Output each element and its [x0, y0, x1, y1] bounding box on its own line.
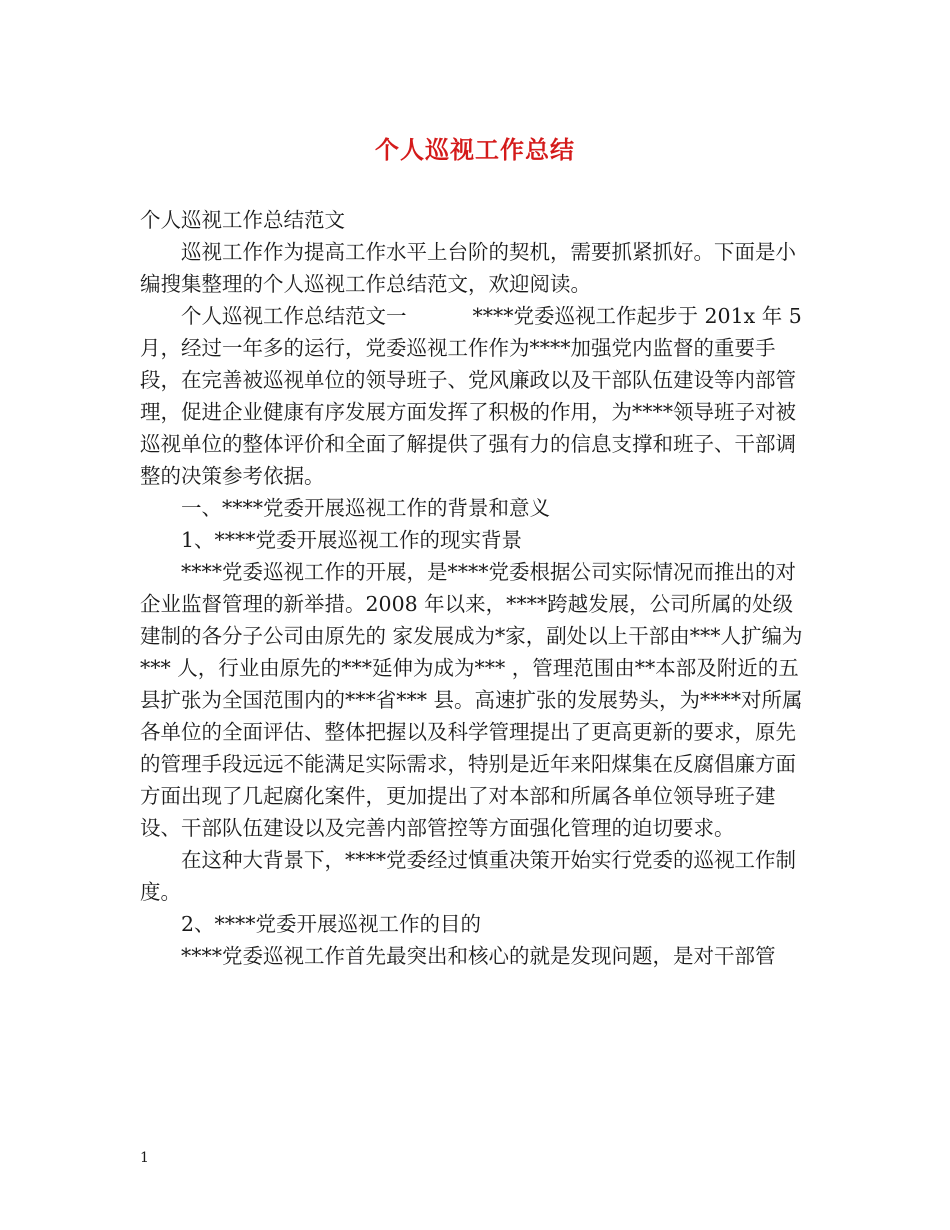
purpose-paragraph: ****党委巡视工作首先最突出和核心的就是发现问题，是对干部管	[181, 944, 776, 968]
sample-heading: 个人巡视工作总结范文一	[181, 304, 407, 328]
document-title: 个人巡视工作总结	[375, 135, 575, 164]
section-heading-1: 一、****党委开展巡视工作的背景和意义	[181, 496, 550, 520]
decision-paragraph: 在这种大背景下，****党委经过慎重决策开始实行党委的巡视工作制度。	[140, 848, 796, 904]
subsection-heading-1-2: 2、****党委开展巡视工作的目的	[181, 912, 482, 936]
subsection-heading-1-1: 1、****党委开展巡视工作的现实背景	[181, 528, 523, 552]
document-subtitle: 个人巡视工作总结范文	[140, 208, 345, 232]
background-paragraph: ****党委巡视工作的开展，是****党委根据公司实际情况而推出的对企业监督管理的新举措。2008 年以来，****跨越发展，公司所属的处级建制的各分子公司由原先的 家发展成为*家，副处以上干部由***人扩编为*** 人，行业由原先的***延伸为成为*** ，管理范围由**本部及附近的五县扩张为全国范围内的***省*** 县。高速扩张的发展势头，为****对所属各单位的全面评估、整体把握以及科学管理提出了更高更新的要求，原先的管理手段远远不能满足实际需求，特别是近年来阳煤集在反腐倡廉方面方面出现了几起腐化案件，更加提出了对本部和所属各单位领导班子建设、干部队伍建设以及完善内部管控等方面强化管理的迫切要求。	[140, 560, 803, 840]
intro-paragraph: 巡视工作作为提高工作水平上台阶的契机，需要抓紧抓好。下面是小编搜集整理的个人巡视工作总结范文，欢迎阅读。	[140, 240, 796, 296]
document-body	[140, 204, 812, 972]
sample-paragraph	[140, 300, 812, 492]
sample-opening: ****党委巡视工作起步于 201x 年 5 月，经过一年多的运行，党委巡视工作作为****加强党内监督的重要手段，在完善被巡视单位的领导班子、党风廉政以及干部队伍建设等内部管理，促进企业健康有序发展方面发挥了积极的作用，为****领导班子对被巡视单位的整体评价和全面了解提供了强有力的信息支撑和班子、干部调整的决策参考依据。	[140, 304, 802, 488]
page-number: 1	[140, 1150, 149, 1166]
